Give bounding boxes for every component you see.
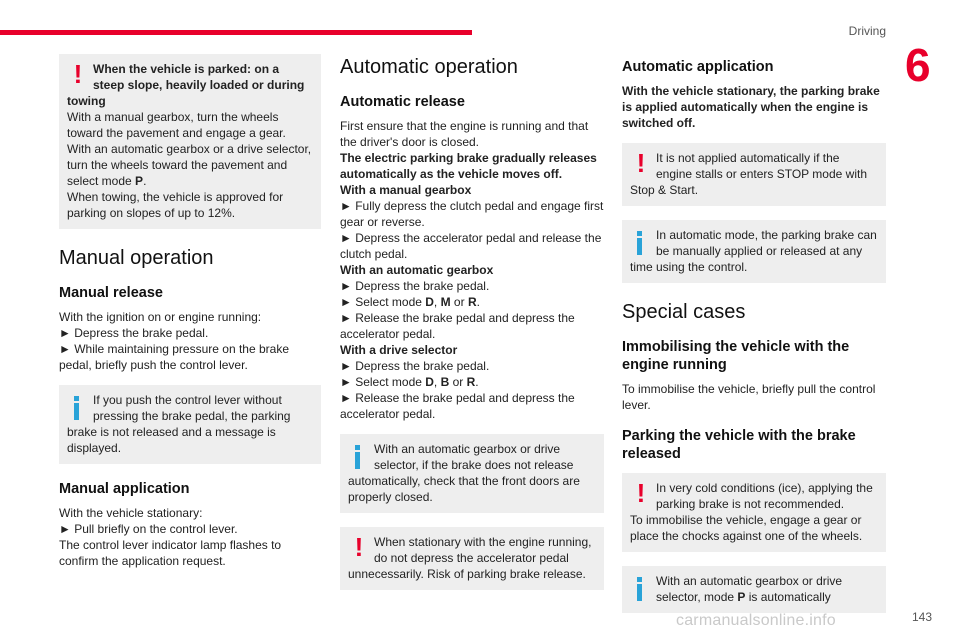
automatic-operation-title: Automatic operation	[340, 56, 518, 78]
special-cases-title: Special cases	[622, 301, 746, 323]
manual-release-heading: Manual release	[59, 285, 163, 301]
warning-box-cold	[622, 473, 886, 552]
info-icon	[630, 573, 652, 601]
column-2	[340, 54, 604, 604]
info-text: If you push the control lever without pressing the brake pedal, the parking brake is not released and a message is displayed.	[67, 393, 291, 455]
subheading: With a drive selector	[340, 343, 458, 357]
automatic-release-heading: Automatic release	[340, 94, 465, 110]
running-header-section: Driving	[848, 24, 886, 38]
step-line: ► While maintaining pressure on the brake pedal, briefly push the control lever.	[59, 342, 289, 372]
info-icon	[67, 392, 89, 420]
chapter-color-bar	[0, 30, 472, 35]
manual-operation-title: Manual operation	[59, 247, 214, 269]
step-line: ► Fully depress the clutch pedal and engage first gear or reverse.	[340, 199, 604, 229]
text-line: To immobilise the vehicle, briefly pull the control lever.	[622, 382, 876, 412]
immobilising-heading: Immobilising the vehicle with the engine running	[622, 339, 850, 373]
info-text: In automatic mode, the parking brake can be manually applied or released at any time using the control.	[630, 228, 877, 274]
column-3	[622, 54, 886, 627]
warning-box-accelerator	[340, 527, 604, 590]
info-text: With an automatic gearbox or drive selector, mode P is automatically	[656, 574, 843, 604]
warning-exclamation-icon: !	[636, 148, 646, 178]
info-icon	[348, 441, 370, 469]
bold-text: With the vehicle stationary, the parking brake is applied automatically when the engine is switched off.	[622, 84, 880, 130]
warning-exclamation-icon: !	[636, 478, 646, 508]
step-line: ► Depress the brake pedal.	[340, 279, 490, 293]
step-line: ► Depress the brake pedal.	[340, 359, 490, 373]
step-line: ► Depress the accelerator pedal and release the clutch pedal.	[340, 231, 602, 261]
manual-application-heading: Manual application	[59, 481, 190, 497]
step-line: ► Select mode D, B or R.	[340, 375, 479, 389]
text-line: The control lever indicator lamp flashes to confirm the application request.	[59, 538, 282, 568]
warning-line: When towing, the vehicle is approved for parking on slopes of up to 12%.	[67, 190, 284, 220]
page-number: 143	[911, 610, 932, 624]
parking-released-heading: Parking the vehicle with the brake released	[622, 428, 856, 462]
info-icon	[630, 227, 652, 255]
subheading: With an automatic gearbox	[340, 263, 494, 277]
step-line: ► Select mode D, M or R.	[340, 295, 480, 309]
step-line: ► Pull briefly on the control lever.	[59, 522, 238, 536]
step-line: ► Depress the brake pedal.	[59, 326, 209, 340]
warning-box-stall	[622, 143, 886, 206]
warning-text: In very cold conditions (ice), applying the parking brake is not recommended.	[656, 481, 873, 511]
chapter-number: 6	[905, 39, 931, 91]
text-line: First ensure that the engine is running and that the driver's door is closed.	[340, 119, 589, 149]
text-line: With the ignition on or engine running:	[59, 310, 262, 324]
warning-box-title: When the vehicle is parked: on a steep slope, heavily loaded or during towing	[67, 62, 305, 108]
info-text: With an automatic gearbox or drive selector, if the brake does not release automatically, check that the front doors are properly closed.	[348, 442, 580, 504]
column-1	[59, 54, 321, 569]
warning-text: To immobilise the vehicle, engage a gear or place the chocks against one of the wheels.	[630, 513, 863, 543]
subheading: With a manual gearbox	[340, 183, 472, 197]
warning-exclamation-icon: !	[354, 532, 364, 562]
bold-text: The electric parking brake gradually releases automatically as the vehicle moves off.	[340, 151, 597, 181]
automatic-application-heading: Automatic application	[622, 59, 774, 75]
warning-line: With a manual gearbox, turn the wheels toward the pavement and engage a gear.	[67, 110, 286, 140]
step-line: ► Release the brake pedal and depress the accelerator pedal.	[340, 391, 575, 421]
warning-exclamation-icon: !	[73, 59, 83, 89]
watermark-text: carmanualsonline.info	[676, 612, 836, 629]
warning-box-parked	[59, 54, 321, 229]
step-line: ► Release the brake pedal and depress the accelerator pedal.	[340, 311, 575, 341]
info-box-release	[59, 385, 321, 464]
warning-text: It is not applied automatically if the engine stalls or enters STOP mode with Stop & Start.	[630, 151, 867, 197]
info-box-mode-p	[622, 566, 886, 613]
warning-text: When stationary with the engine running, do not depress the accelerator pedal unnecessarily. Risk of parking brake release.	[348, 535, 592, 581]
warning-line: With an automatic gearbox or a drive selector, turn the wheels toward the pavement and select mode P.	[67, 142, 312, 188]
info-box-automatic-mode	[622, 220, 886, 283]
text-line: With the vehicle stationary:	[59, 506, 203, 520]
info-box-front-doors	[340, 434, 604, 513]
